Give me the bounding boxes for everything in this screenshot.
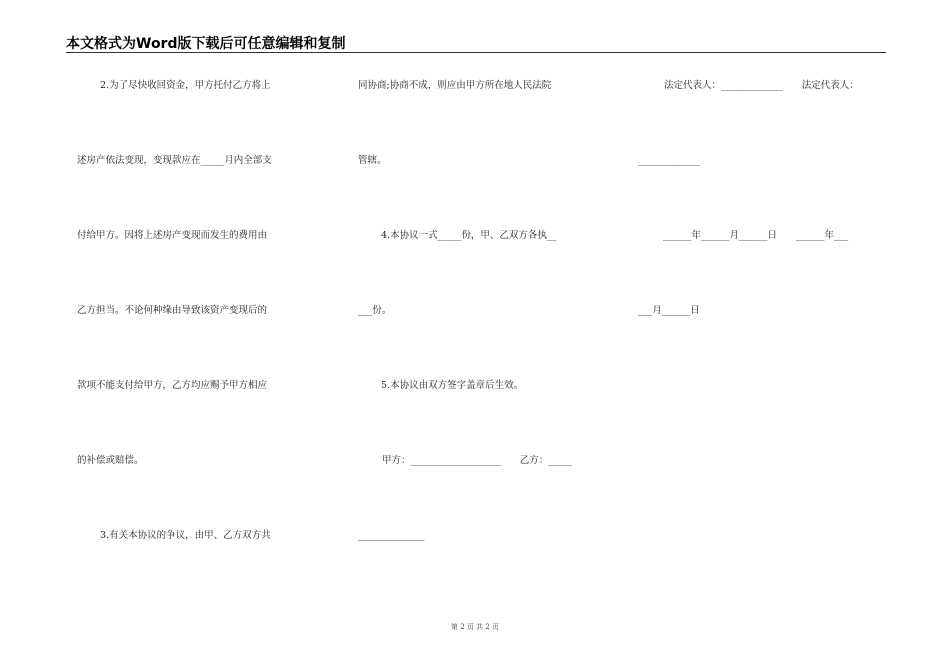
- body-line: 管辖。: [358, 155, 387, 166]
- body-line: 付给甲方。因将上述房产变现而发生的费用由: [77, 230, 268, 241]
- signature-line-parties: 甲方：___________________ 乙方：_____: [382, 455, 573, 466]
- body-line: 3.有关本协议的争议，由甲、乙方双方共: [100, 530, 271, 541]
- signature-blank: ______________: [358, 530, 425, 541]
- body-line: 2.为了尽快收回资金，甲方托付乙方将上: [100, 80, 271, 91]
- document-header-title: 本文格式为Word版下载后可任意编辑和复制: [66, 36, 346, 52]
- body-line: 述房产依法变现，变现款应在_____月内全部支: [77, 155, 272, 166]
- header-rule: [66, 52, 886, 53]
- body-line: 的补偿或赔偿。: [77, 455, 144, 466]
- body-line: 4.本协议一式_____份，甲、乙双方各执__: [381, 230, 557, 241]
- date-line: ___月______日: [638, 305, 700, 316]
- body-line: 款项不能支付给甲方，乙方均应赐予甲方相应: [77, 380, 268, 391]
- body-line: ___份。: [358, 305, 392, 316]
- body-line: 乙方担当。不论何种缘由导致该资产变现后的: [77, 305, 268, 316]
- legal-representative-line: 法定代表人：_____________ 法定代表人：: [664, 80, 859, 91]
- page-number-footer: 第 2 页 共 2 页: [450, 623, 500, 631]
- body-line: 同协商;协商不成，则应由甲方所在地人民法院: [358, 80, 552, 91]
- body-line: 5.本协议由双方签字盖章后生效。: [381, 380, 524, 391]
- date-line: ______年______月______日 ______年___: [663, 230, 849, 241]
- signature-blank: _____________: [638, 155, 700, 166]
